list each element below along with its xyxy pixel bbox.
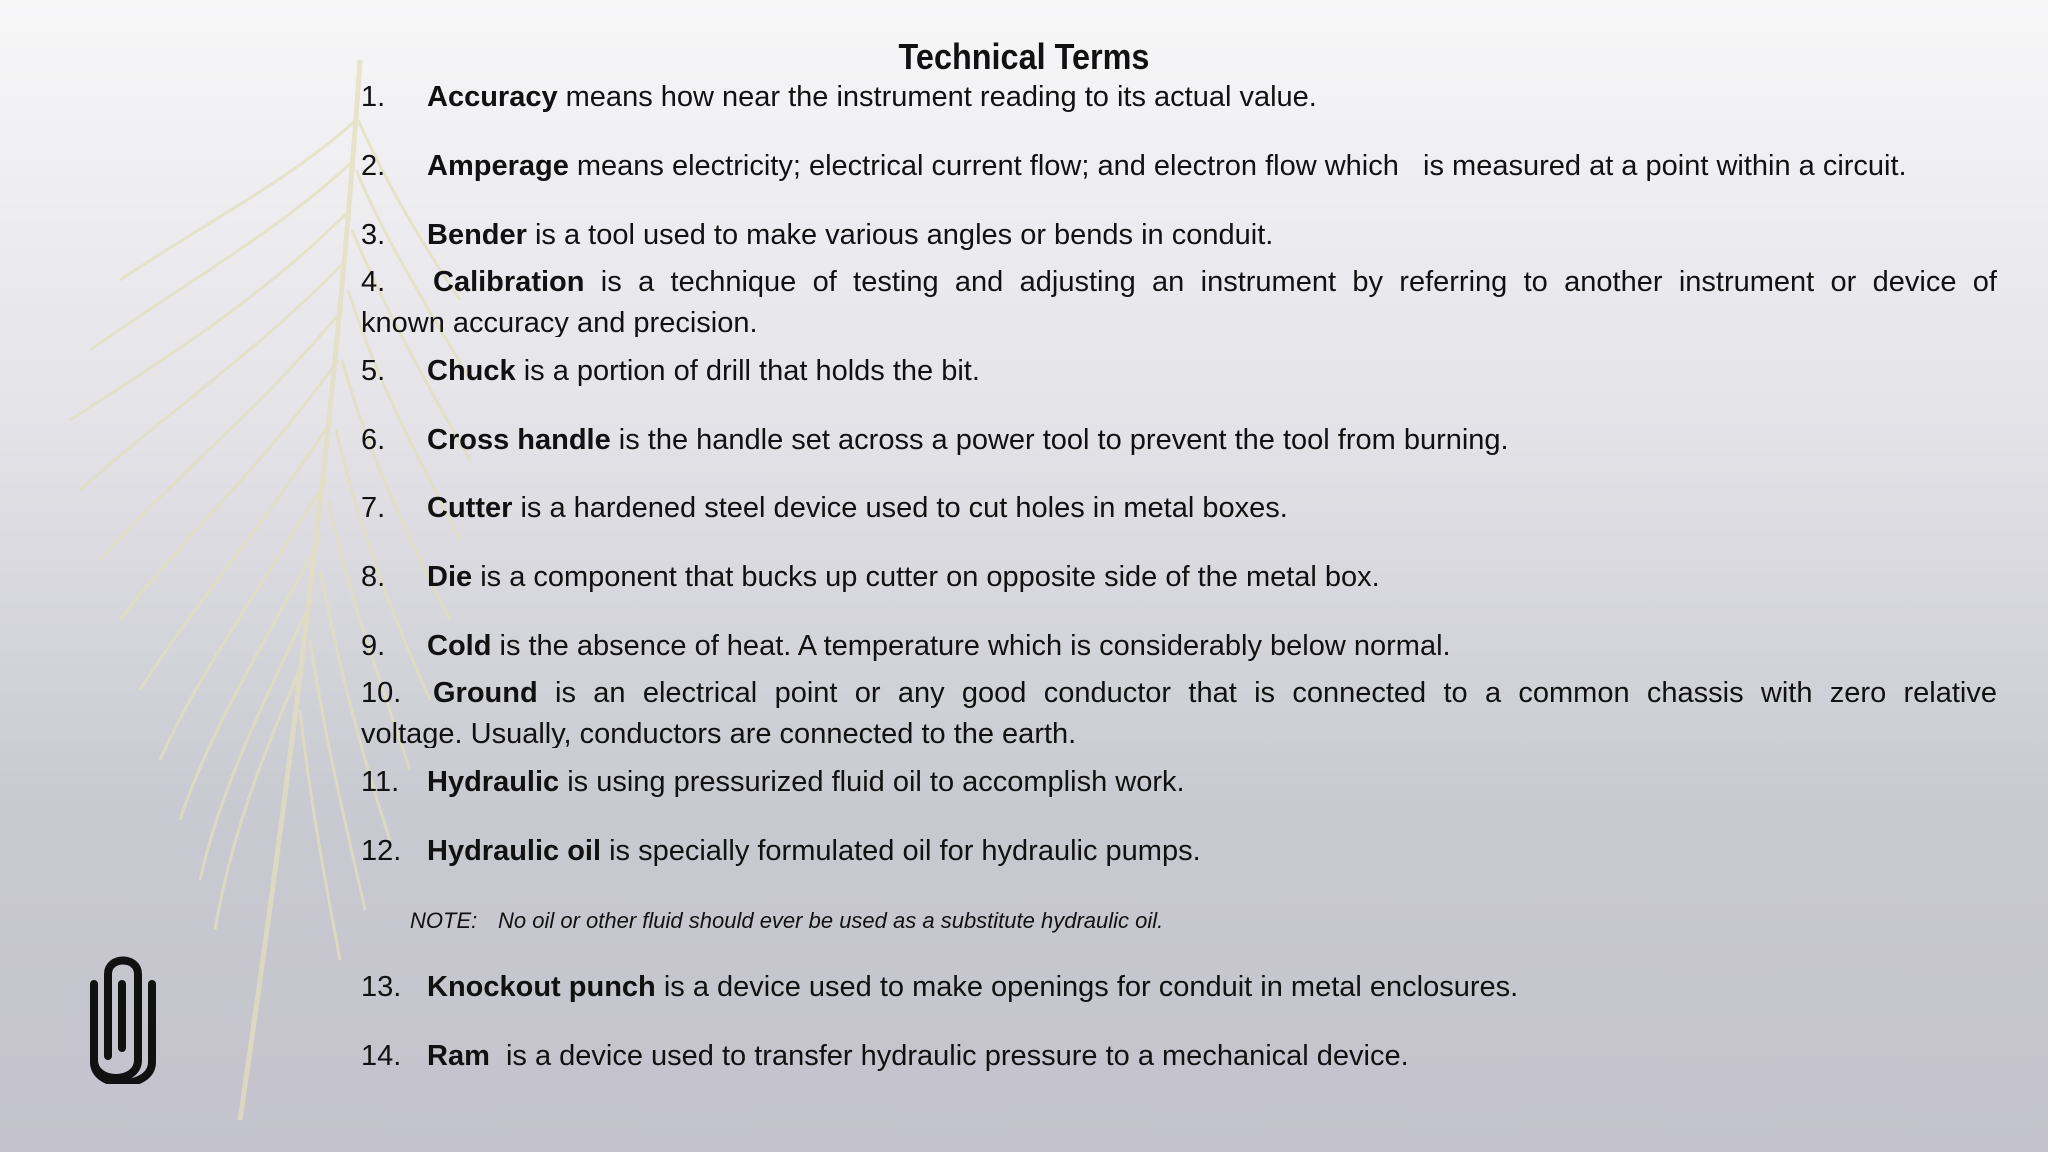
- term-name: Cutter: [427, 492, 513, 524]
- term-number: 2.: [361, 150, 386, 182]
- term-number: 7.: [361, 492, 386, 524]
- term-name: Chuck: [427, 355, 516, 387]
- term-description: is a technique of testing and adjusting an instrument by referring to another instrument or device of: [584, 266, 1997, 298]
- term-item-knockout-punch: [361, 970, 1518, 1004]
- term-number: 11.: [361, 766, 400, 798]
- term-name: Cold: [427, 630, 492, 662]
- term-description: is a device used to make openings for conduit in metal enclosures.: [655, 971, 1519, 1003]
- term-name: Ground: [433, 677, 538, 709]
- term-item-cross-handle: [361, 423, 1509, 457]
- term-number: 12.: [361, 835, 402, 867]
- term-name: Hydraulic: [427, 766, 560, 798]
- term-number: 10.: [361, 677, 402, 709]
- term-name: Ram: [427, 1040, 490, 1072]
- term-item-cutter: [361, 491, 1288, 525]
- term-description: is the absence of heat. A temperature which is considerably below normal.: [491, 630, 1451, 662]
- term-description: is a component that bucks up cutter on opposite side of the metal box.: [472, 561, 1380, 593]
- term-number: 5.: [361, 355, 386, 387]
- term-description: means electricity; electrical current flow; and electron flow which is measured at a point within a circuit.: [568, 150, 1907, 182]
- term-name: Bender: [427, 219, 527, 251]
- note-label: NOTE:: [410, 908, 478, 933]
- term-number: 4.: [361, 266, 386, 298]
- term-name: Calibration: [433, 266, 585, 298]
- term-description: is a device used to transfer hydraulic pressure to a mechanical device.: [489, 1040, 1409, 1072]
- page-title: Technical Terms: [898, 36, 1150, 77]
- term-description: is specially formulated oil for hydraulic pumps.: [601, 835, 1201, 867]
- term-line: [361, 673, 1997, 714]
- term-item-calibration: [361, 262, 1997, 337]
- term-description: is a portion of drill that holds the bit.: [515, 355, 980, 387]
- term-description: is the handle set across a power tool to prevent the tool from burning.: [610, 424, 1509, 456]
- term-number: 9.: [361, 630, 386, 662]
- term-line: [361, 262, 1997, 303]
- term-name: Accuracy: [427, 81, 558, 113]
- term-item-chuck: [361, 354, 980, 388]
- term-description: means how near the instrument reading to its actual value.: [557, 81, 1317, 113]
- term-description-continued: voltage. Usually, conductors are connected to the earth.: [361, 718, 1077, 748]
- term-name: Cross handle: [427, 424, 611, 456]
- term-description: is a tool used to make various angles or bends in conduit.: [526, 219, 1274, 251]
- term-name: Die: [427, 561, 473, 593]
- term-description-continued: known accuracy and precision.: [361, 307, 758, 337]
- hydraulic-oil-note: [410, 908, 1163, 934]
- term-name: Knockout punch: [427, 971, 656, 1003]
- term-item-amperage: [361, 149, 1907, 183]
- term-item-hydraulic: [361, 765, 1185, 799]
- term-number: 6.: [361, 424, 386, 456]
- paperclip-icon: [86, 944, 160, 1084]
- term-item-ram: [361, 1039, 1409, 1073]
- note-text: No oil or other fluid should ever be used as a substitute hydraulic oil.: [498, 908, 1164, 933]
- term-description: is a hardened steel device used to cut holes in metal boxes.: [512, 492, 1288, 524]
- term-item-cold: [361, 629, 1451, 663]
- term-number: 14.: [361, 1040, 402, 1072]
- term-number: 1.: [361, 81, 386, 113]
- term-number: 8.: [361, 561, 386, 593]
- term-description: is an electrical point or any good conductor that is connected to a common chassis with zero relative: [537, 677, 1997, 709]
- term-item-accuracy: [361, 80, 1317, 114]
- term-item-bender: [361, 218, 1273, 252]
- term-item-ground: [361, 673, 1997, 748]
- term-item-hydraulic-oil: [361, 834, 1201, 868]
- term-name: Hydraulic oil: [427, 835, 602, 867]
- term-name: Amperage: [427, 150, 569, 182]
- term-number: 3.: [361, 219, 386, 251]
- term-item-die: [361, 560, 1380, 594]
- term-description: is using pressurized fluid oil to accomplish work.: [559, 766, 1185, 798]
- term-number: 13.: [361, 971, 402, 1003]
